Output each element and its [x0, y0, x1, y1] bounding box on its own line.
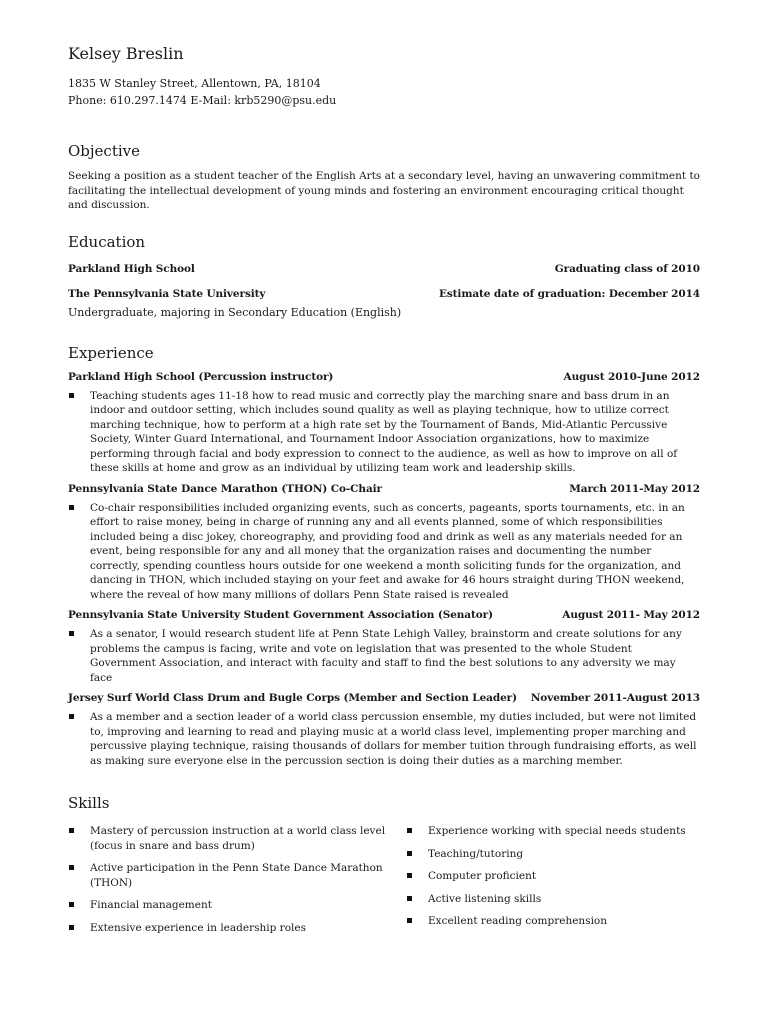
skills-list [68, 824, 700, 943]
experience-date: August 2010-June 2012 [563, 370, 700, 383]
list-item: Teaching/tutoring [406, 847, 696, 862]
list-item: Active listening skills [406, 892, 696, 907]
experience-bullets [68, 627, 700, 685]
school-date: Graduating class of 2010 [554, 262, 700, 275]
list-item: Co-chair responsibilities included organizing events, such as concerts, pageants, sports tournaments, etc. in an effort to raise money, being in charge of running any and all events planned, some of which responsibilities included being a disc jokey, choreography, and providing food and drink as well as any materials needed for an event, being responsible for any and all money that the organization raises and documenting the number correctly, spending countless hours outside for one weekend a month soliciting funds for the organization, and dancing in THON, which included staying on your feet and awake for 46 hours straight during THON weekend, where the reveal of how many millions of dollars Penn State raised is revealed [68, 501, 700, 603]
list-item: Active participation in the Penn State Dance Marathon (THON) [68, 861, 406, 890]
school-name: Parkland High School [68, 262, 195, 275]
skills-column-left [68, 824, 406, 943]
objective-heading: Objective [68, 142, 141, 160]
education-detail: Undergraduate, majoring in Secondary Education (English) [68, 305, 402, 319]
experience-date: August 2011- May 2012 [562, 609, 700, 621]
list-item: Excellent reading comprehension [406, 914, 696, 929]
experience-role: Parkland High School (Percussion instructor) [68, 370, 334, 383]
experience-entry [68, 483, 700, 495]
experience-heading: Experience [68, 343, 154, 362]
experience-entry [68, 609, 700, 621]
experience-bullets [68, 389, 700, 476]
experience-date: November 2011-August 2013 [530, 692, 700, 704]
experience-entry [68, 371, 700, 383]
education-heading: Education [68, 232, 146, 251]
list-item: Teaching students ages 11-18 how to read music and correctly play the marching snare and bass drum in an indoor and outdoor setting, which includes sound quality as well as playing technique, how to utilize correct marching technique, how to perform at a high rate set by the Tournament of Bands, Mid-Atlantic Percussive Society, Winter Guard International, and Tournament Indoor Association organizations, how to maximize performing through facial and body expression to connect to the audience, as well as how to improve on all of these skills at home and grow as an individual by utilizing team work and leadership skills. [68, 389, 700, 476]
list-item: Extensive experience in leadership roles [68, 921, 406, 936]
school-name: The Pennsylvania State University [68, 287, 266, 300]
list-item: As a senator, I would research student life at Penn State Lehigh Valley, brainstorm and create solutions for any problems the campus is facing, write and vote on legislation that was presented to the whole Student Government Association, and interact with faculty and staff to find the best solutions to any adversity we may face [68, 627, 700, 685]
experience-bullets [68, 501, 700, 603]
education-entry [68, 288, 700, 300]
experience-date: March 2011-May 2012 [569, 482, 700, 495]
list-item: Computer proficient [406, 869, 696, 884]
education-entry [68, 263, 700, 275]
list-item: Financial management [68, 898, 406, 913]
phone-email: Phone: 610.297.1474 E-Mail: krb5290@psu.edu [68, 94, 337, 107]
experience-entry [68, 692, 700, 704]
skills-column-right [406, 824, 696, 943]
candidate-name: Kelsey Breslin [68, 44, 184, 63]
address: 1835 W Stanley Street, Allentown, PA, 18104 [68, 77, 321, 90]
experience-bullets [68, 710, 700, 768]
list-item: As a member and a section leader of a world class percussion ensemble, my duties included, but were not limited to, improving and learning to read and playing music at a world class level, implementing proper marching and percussive playing technique, raising thousands of dollars for member tuition through fundraising efforts, as well as making sure everyone else in the percussion section is doing their duties as a marching member. [68, 710, 700, 768]
school-date: Estimate date of graduation: December 2014 [438, 287, 700, 300]
experience-role: Jersey Surf World Class Drum and Bugle Corps (Member and Section Leader) [68, 692, 517, 704]
skills-heading: Skills [68, 794, 110, 812]
list-item: Mastery of percussion instruction at a world class level (focus in snare and bass drum) [68, 824, 406, 853]
experience-role: Pennsylvania State University Student Government Association (Senator) [68, 609, 493, 621]
objective-text: Seeking a position as a student teacher of the English Arts at a secondary level, having an unwavering commitment to facilitating the intellectual development of young minds and fostering an environment encouraging critical thought and discussion. [68, 170, 700, 211]
list-item: Experience working with special needs students [406, 824, 696, 839]
experience-role: Pennsylvania State Dance Marathon (THON) Co-Chair [68, 482, 382, 495]
